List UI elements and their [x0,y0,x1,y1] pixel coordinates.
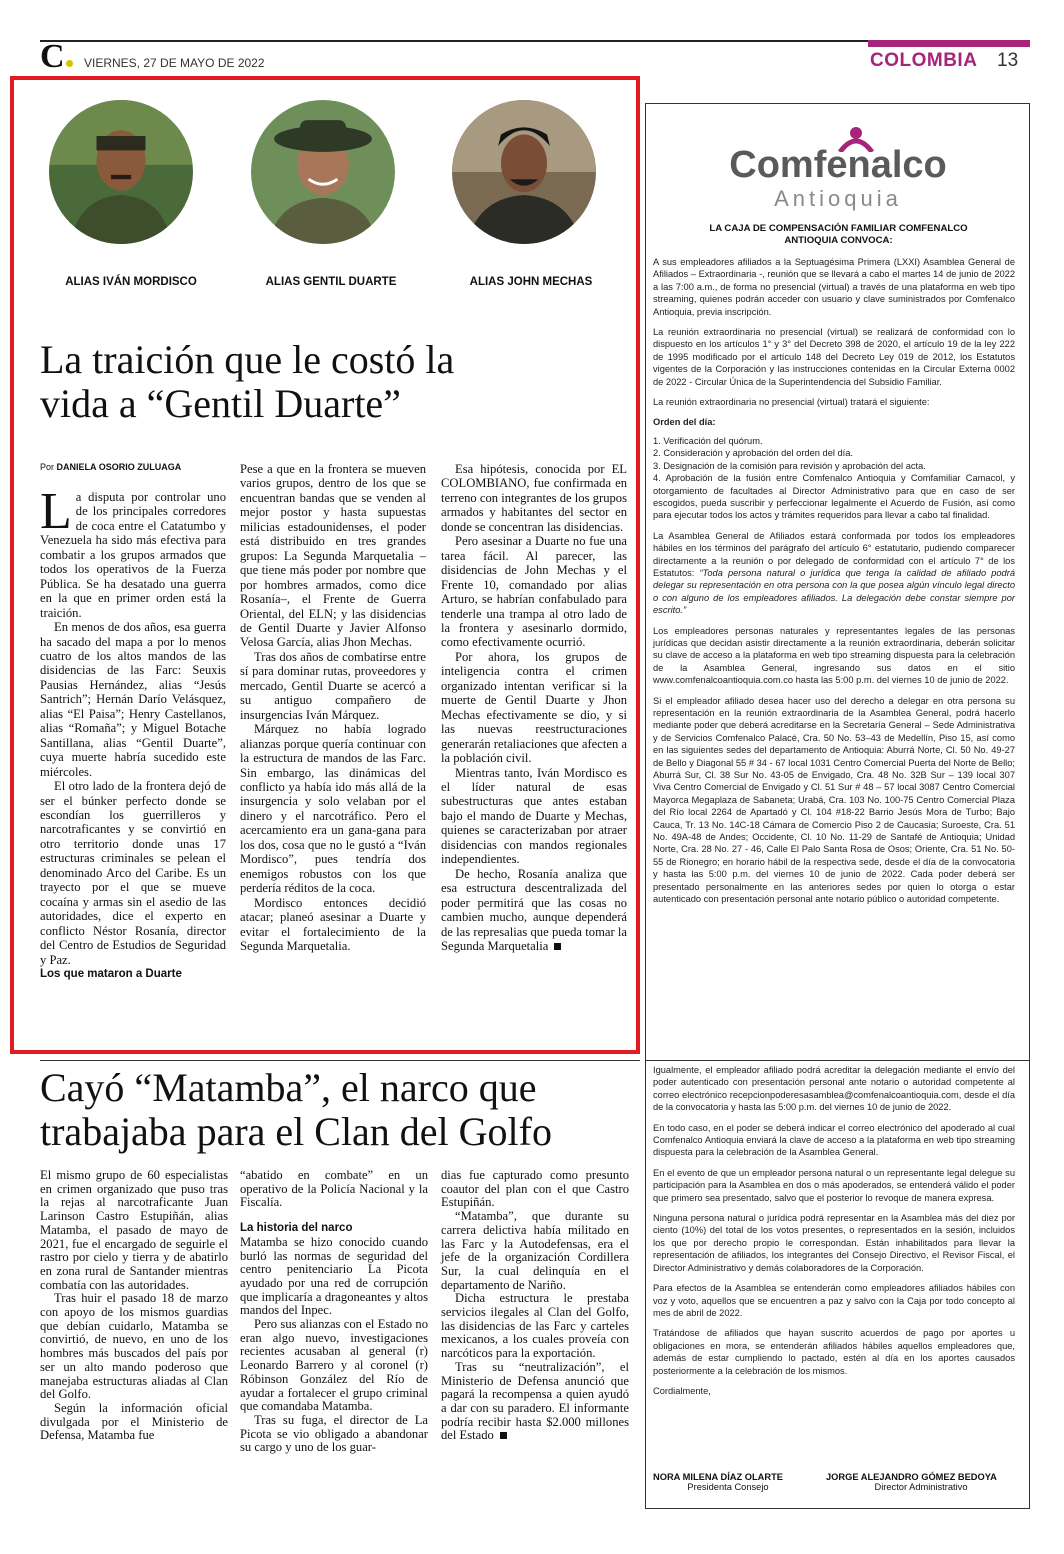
paragraph: Matamba se hizo conocido cuando burló las normas de seguridad del centro penitenciario La Picota ayudado por una red de corrupción que implicaría a dragoneantes y altos mandos del Inpec. [240,1234,428,1318]
subheading: La historia del narco [240,1222,353,1235]
paragraph [441,867,627,954]
notice-paragraph: En todo caso, en el poder se deberá indicar el correo electrónico del apoderado al cual Comfenalco Antioquia enviará la clave de acceso a la plataforma en web tipo streaming dispuesta para la celebración de la Asamblea General. [653,1122,1015,1158]
paragraph: Márquez no había logrado alianzas porque quería continuar con la estructura de mandos de las Farc. Sin embargo, las dinámicas del conflicto ya había ido más allá de la insurgencia y solo velaban por el dinero y el narcotráfico. Pero el acercamiento era un gana-gana para los dos, cosa que no le gustó a “Iván Mordisco”, pues tendría dos enemigos robustos con los que perdería réditos de la coca. [240,722,426,896]
headline-line-1: Cayó “Matamba”, el narco que [40,1065,537,1110]
headline-line-2: vida a “Gentil Duarte” [40,381,401,426]
notice-paragraph: Para efectos de la Asamblea se entenderán como empleadores afiliados hábiles con voz y voto, aquellos que se encuentren a paz y salvo con la Caja por todo concepto al mes de abril de 2022. [653,1283,1015,1318]
byline-author: DANIELA OSORIO ZULUAGA [56,462,182,472]
paragraph: Dicha estructura le prestaba servicios ilegales al Clan del Golfo, las disidencias de las Farc y carteles mexicanos, a los cuales proveía con narcóticos para la exportación. [441,1291,629,1361]
byline [40,462,181,472]
paragraph: Tras huir el pasado 18 de marzo con apoyo de los mismos guardias que debían cuidarlo, Matamba se convirtió, de nuevo, en uno de los hombres más buscados del país por ser un alto mando poderoso que manejaba estructuras aliadas al Clan del Golfo. [40,1291,228,1402]
closing: Cordialmente, [653,1385,711,1396]
notice-paragraph: Igualmente, el empleador afiliado podrá acreditar la delegación mediante el envío del poder autenticado con presentación personal ante notario o autoridad competente al correo electrónico recepcionpoderesasamblea@comfenalcoantioquia.com, desde el día de la convocatoria y hasta las 5:00 p.m. del viernes 10 de junio de 2022. [653,1065,1015,1113]
agenda-title: Orden del día: [653,417,716,428]
portrait-icon [452,100,596,244]
agenda-list [653,435,1015,522]
photo-gentil-duarte [251,100,395,244]
comfenalco-logo [708,126,968,216]
headline-line-2: trabajaba para el Clan del Golfo [40,1109,552,1154]
agenda-item: 4. Aprobación de la fusión entre Comfenalco Antioquia y Comfamiliar Camacol, y otorgamiento de facultades al Director Administrativo para que en caso de ser escogidos, pueda suscribir y perfeccionar legalmente el Acuerdo de Fusión, así como para ejecutar todos los actos y trámites requeridos para llevar a cabo tal finalidad. [653,473,1015,521]
headline-line-1: La traición que le costó la [40,337,455,382]
page-number: 13 [997,50,1019,71]
notice-paragraph: Si el empleador afiliado desea hacer uso del derecho a delegar en otra persona su representación en la reunión extraordinaria de la Asamblea General, podrá hacerlo mediante poder que deberá acreditarse en la Secretaría General – Sede Administrativa y de Servicios Comfenalco Palacé, Cra. 50 No. 53–43 de Medellín, Piso 15, así como en las siguientes sedes del departamento de Antioquia: Aburrá Norte, Cl. 50 No. 49-27 de Bello y Diagonal 55 # 34 - 67 local 1031 Centro Comercial Puerta del Norte de Bello; Aburrá Sur, Cl. 38 Sur No. 43-05 de Envigado, Cra. 48 No. 32B Sur – 139 local 307 Viva Centro Comercial de Envigado y Cl. 51 Sur # 48 – 57 local 3087 Centro Comercial Mayorca Megaplaza de Sabaneta; Urabá, Cra. 103 No. 100-75 Centro Comercial Plaza del Río local 2264 de Apartadó y Cl. 104 #18-22 Barrio Jesús Mora de Turbo; Bajo Cauca, Tr. 13 No. 14C-18 Cámara de Comercio Piso 2 de Caucasia; Suroeste, Cra. 51 No. 49A-48 de Andes; Occidente, Cl. 10 No. 11-29 de Santafé de Antioquia; Unidad Norte, Cra. 28 No. 27 - 46, Calle El Palo Santa Rosa de Osos; Oriente, Cra. 51 No. 50-55 de Rionegro; en horario hábil de la respectiva sede, desde el día de la convocatoria y hasta las 5:00 p.m. del viernes 10 de junio de 2022. Cada poder deberá ser presentado personalmente en las anteriores sedes por quien lo otorga o estar autenticado con presentación personal ante notario público o autoridad competente. [653,695,1015,905]
notice-body-continued [653,1064,1015,1405]
comfenalco-notice [645,103,1030,1509]
notice-paragraph: En el evento de que un empleador persona natural o un representante legal delegue su participación para la Asamblea en dos o más apoderados, se entenderá válido el poder que primero sea presentado, salvo que el posterior lo revoque de manera expresa. [653,1167,1015,1203]
notice-paragraph: Tratándose de afiliados que hayan suscrito acuerdos de pago por aportes u obligaciones en mora, se entenderán afiliados hábiles aquellos empleadores que, además de estar cumpliendo lo pactado, estén al día en los aportes causados posteriormente a la celebración de los mismos. [653,1328,1015,1376]
paragraph: El mismo grupo de 60 especialistas en crimen organizado que puso tras la rejas al narcotraficante Juan Larinson Castro Estupiñán, alias Matamba, el pasado de mayo de 2021, fue el encargado de seguirle el rastro por cielo y tierra y de abatirlo en zona rural de Santander mientras combatía con las autoridades. [40,1168,228,1292]
paragraph-text: De hecho, Rosanía analiza que esa estructura descentralizada del poder permitirá que las cosas no cambien mucho, aunque dependerá de las represalias que pueda tomar la Segunda Marquetalia [441,866,627,953]
drop-cap: L [40,483,72,540]
article2-column-2 [240,1169,428,1455]
notice-paragraph: La reunión extraordinaria no presencial (virtual) se realizará de conformidad con lo dispuesto en los artículos 1° y 3° del Decreto 398 de 2020, el artículo 19 de la ley 222 de 1995 modificado por el artículo 148 del Decreto Ley 019 de 2012, los Estatutos vigentes de la Corporación y las instrucciones contenidas en la Circular Externa 0002 de 2022 - Circular Única de la Superintendencia del Subsidio Familiar. [653,327,1015,387]
subheading: Los que mataron a Duarte [40,967,182,980]
notice-paragraph: La reunión extraordinaria no presencial (virtual) tratará el siguiente: [653,397,930,408]
paragraph: El otro lado de la frontera dejó de ser el búnker perfecto donde se escondían los guerrilleros y narcotraficantes y se convirtió en otro territorio donde unas 17 estructuras criminales se pelean el denominado Arco del Caribe. Es un trayecto por el que se mueve cocaína y armas sin el asedio de las autoridades, dice el experto en conflicto Néstor Rosanía, director del Centro de Estudios de Seguridad y Paz. [40,779,226,967]
article2-column-1 [40,1169,228,1443]
signature-role: Director Administrativo [874,1482,968,1492]
end-mark-icon [500,1432,507,1439]
end-mark-icon [554,943,561,950]
notice-title [646,223,1031,247]
signature-2 [826,1472,1016,1492]
paragraph: Tras dos años de combatirse entre sí para dominar rutas, proveedores y mercado, Gentil Duarte se acercó a su antiguo compañero de insurgencias Iván Márquez. [240,649,426,722]
signature-role: Presidenta Consejo [687,1482,769,1492]
portrait-icon [49,100,193,244]
signature-name: JORGE ALEJANDRO GÓMEZ BEDOYA [826,1472,997,1482]
section-name: COLOMBIA [870,50,978,71]
logo-brand: Comfenalco [729,144,947,186]
article2-headline [40,1066,640,1154]
article2-column-3 [441,1169,629,1443]
paragraph-text: Tras su “neutralización”, el Ministerio de Defensa anunció que pagará la recompensa a quien ayudó a dar con su paradero. El informante podría recibir hasta $2.000 millones del Estado [441,1359,629,1443]
issue-date: VIERNES, 27 DE MAYO DE 2022 [84,56,265,70]
agenda-item: 3. Designación de la comisión para revisión y aprobación del acta. [653,460,926,471]
paragraph: Por ahora, los grupos de inteligencia contra el crimen organizado intentan verificar si la muerte de Gentil Duarte y Jhon Mechas efectivamente se dio, y si las nuevas reestructuraciones generarán retaliaciones que afecten a la población civil. [441,649,627,766]
paragraph: Pese a que en la frontera se mueven varios grupos, dentro de los que se encuentran bandas que se venden al mejor postor y hasta supuestas milicias estadounidenses, el poder está distribuido en tres grandes grupos: La Segunda Marquetalia –que tiene más poder por nombre que por hombres armados, como dice Rosanía–, el Frente de Guerra Oriental, del ELN; y las disidencias de Gentil Duarte y Javier Alfonso Velosa García, alias Jhon Mechas. [240,462,426,650]
paragraph: En menos de dos años, esa guerra ha sacado del mapa a por lo menos cuatro de los altos mandos de las disidencias de las Farc: Seuxis Pausias Hernández, alias “Jesús Santrich”; Hernán Darío Velásquez, alias “El Paisa”; Henry Castellanos, alias “Romaña”; y Miguel Botache Santillana, alias “Gentil Duarte”, cuya muerte habría sucedido este miércoles. [40,620,226,779]
agenda-item: 1. Verificación del quórum. [653,435,763,446]
caption-gentil-duarte: ALIAS GENTIL DUARTE [265,276,397,288]
paragraph: “abatido en combate” en un operativo de la Policía Nacional y la Fiscalía. [240,1168,428,1210]
notice-text: La Asamblea General de Afiliados estará conformada por todos los empleadores hábiles en los términos del parágrafo del artículo 6° estatutario, pudiendo comparecer directamente a la reunión o por delegado de conformidad con el artículo 7° de los Estatutos: [653,530,1015,578]
paragraph: Tras su fuga, el director de La Picota se vio obligado a abandonar su cargo y uno de los guar- [240,1412,428,1455]
section-color-bar [868,40,1030,47]
notice-title-line-1: LA CAJA DE COMPENSACIÓN FAMILIAR COMFENALCO [709,223,968,234]
newspaper-logo: C [40,40,73,74]
caption-john-mechas: ALIAS JOHN MECHAS [469,276,593,288]
notice-body [653,256,1015,914]
paragraph: Según la información oficial divulgada por el Ministerio de Defensa, Matamba fue [40,1400,228,1443]
paragraph: Esa hipótesis, conocida por EL COLOMBIANO, fue confirmada en terreno con integrantes de los grupos armados y habitantes del sector en donde se concentran las disidencias. [441,462,627,534]
paragraph: Pero asesinar a Duarte no fue una tarea fácil. Al parecer, las disidencias de John Mechas y el Frente 10, comandado por alias Arturo, se habrían confabulado para tenderle una trampa al otro lado de la frontera y asesinarlo dormido, como efectivamente ocurrió. [441,534,627,650]
photo-ivan-mordisco [49,100,193,244]
agenda-item: 2. Consideración y aprobación del orden del día. [653,448,854,459]
article1-column-1 [40,483,226,981]
article-divider [40,1060,640,1061]
caption-ivan-mordisco: ALIAS IVÁN MORDISCO [65,276,197,288]
article1-headline [40,338,640,426]
paragraph: Mordisco entonces decidió atacar; planeó asesinar a Duarte y evitar el fortalecimiento de la Segunda Marquetalia. [240,895,426,953]
paragraph: Pero sus alianzas con el Estado no eran algo nuevo, investigaciones recientes acusaban al general (r) Leonardo Barrero y al coronel (r) Róbinson González del Río de ayudar a fortalecer el grupo criminal que comandaba Matamba. [240,1317,428,1414]
notice-paragraph [653,530,1015,617]
article1-column-3 [441,462,627,953]
photo-john-mechas [452,100,596,244]
paragraph [441,1361,629,1443]
notice-paragraph: Ninguna persona natural o jurídica podrá representar en la Asamblea más del diez por ciento (10%) del total de los votos presentes, o representados en la sesión, incluidos los que por derecho propio le correspondan. Están inhabilitados para llevar la representación de afiliados, los integrantes del Consejo Directivo, el Revisor Fiscal, el Director Administrativo y demás colaboradores de la Corporación. [653,1213,1015,1273]
article1-column-2 [240,462,426,953]
logo-dot-icon [66,60,73,67]
paragraph: dias fue capturado como presunto coautor del plan con el que Castro Estupiñán. [441,1168,629,1210]
paragraph: a disputa por controlar uno de los principales corredores de coca entre el Catatumbo y Venezuela ha sido más efectiva para combatir a los grupos armados que todos los operativos de la Fuerza Pública. Se ha desatado una guerra en la que en primer orden está la traición. [40,490,226,620]
signature-1 [653,1472,803,1492]
notice-title-line-2: ANTIOQUIA CONVOCA: [784,235,893,246]
portrait-icon [251,100,395,244]
byline-prefix: Por [40,462,55,472]
notice-divider [646,1060,1029,1061]
signature-name: NORA MILENA DÍAZ OLARTE [653,1472,783,1482]
paragraph: Mientras tanto, Iván Mordisco es el líder natural de esas subestructuras que antes estaban bajo el mando de Duarte y Mechas, quienes se caracterizaban por atraer disidencias con mandos regionales independientes. [441,765,627,867]
paragraph: “Matamba”, que durante su carrera delictiva había militado en las Farc y la Autodefensas, era el jefe de la organización Cordillera Sur, la cual delinquía en el departamento de Nariño. [441,1209,629,1292]
notice-paragraph: Los empleadores personas naturales y representantes legales de las personas jurídicas que decidan asistir directamente a la reunión extraordinaria, deberán solicitar su clave de acceso a la plataforma en web tipo streaming dispuesta para la celebración de la Asamblea General, ingresando sus datos en el sitio www.comfenalcoantioquia.com.co hasta las 5:00 p.m. del viernes 10 de junio de 2022. [653,625,1015,686]
notice-paragraph: A sus empleadores afiliados a la Septuagésima Primera (LXXI) Asamblea General de Afiliados – Extraordinaria -, reunión que se llevará a cabo el martes 14 de junio de 2022 a las 7:00 a.m., de forma no presencial (virtual) a través de una plataforma en web tipo streaming, quienes podrán acceder con usuario y clave suministrados por Comfenalco Antioquia, previa inscripción. [653,257,1015,317]
statute-quote: “Toda persona natural o jurídica que tenga la calidad de afiliado podrá delegar su representación en otra persona con la que posea algún vínculo legal directo o con alguno de los empleadores afiliados. La delegación debe constar siempre por escrito.” [653,567,1015,616]
logo-subbrand: Antioquia [774,186,902,211]
